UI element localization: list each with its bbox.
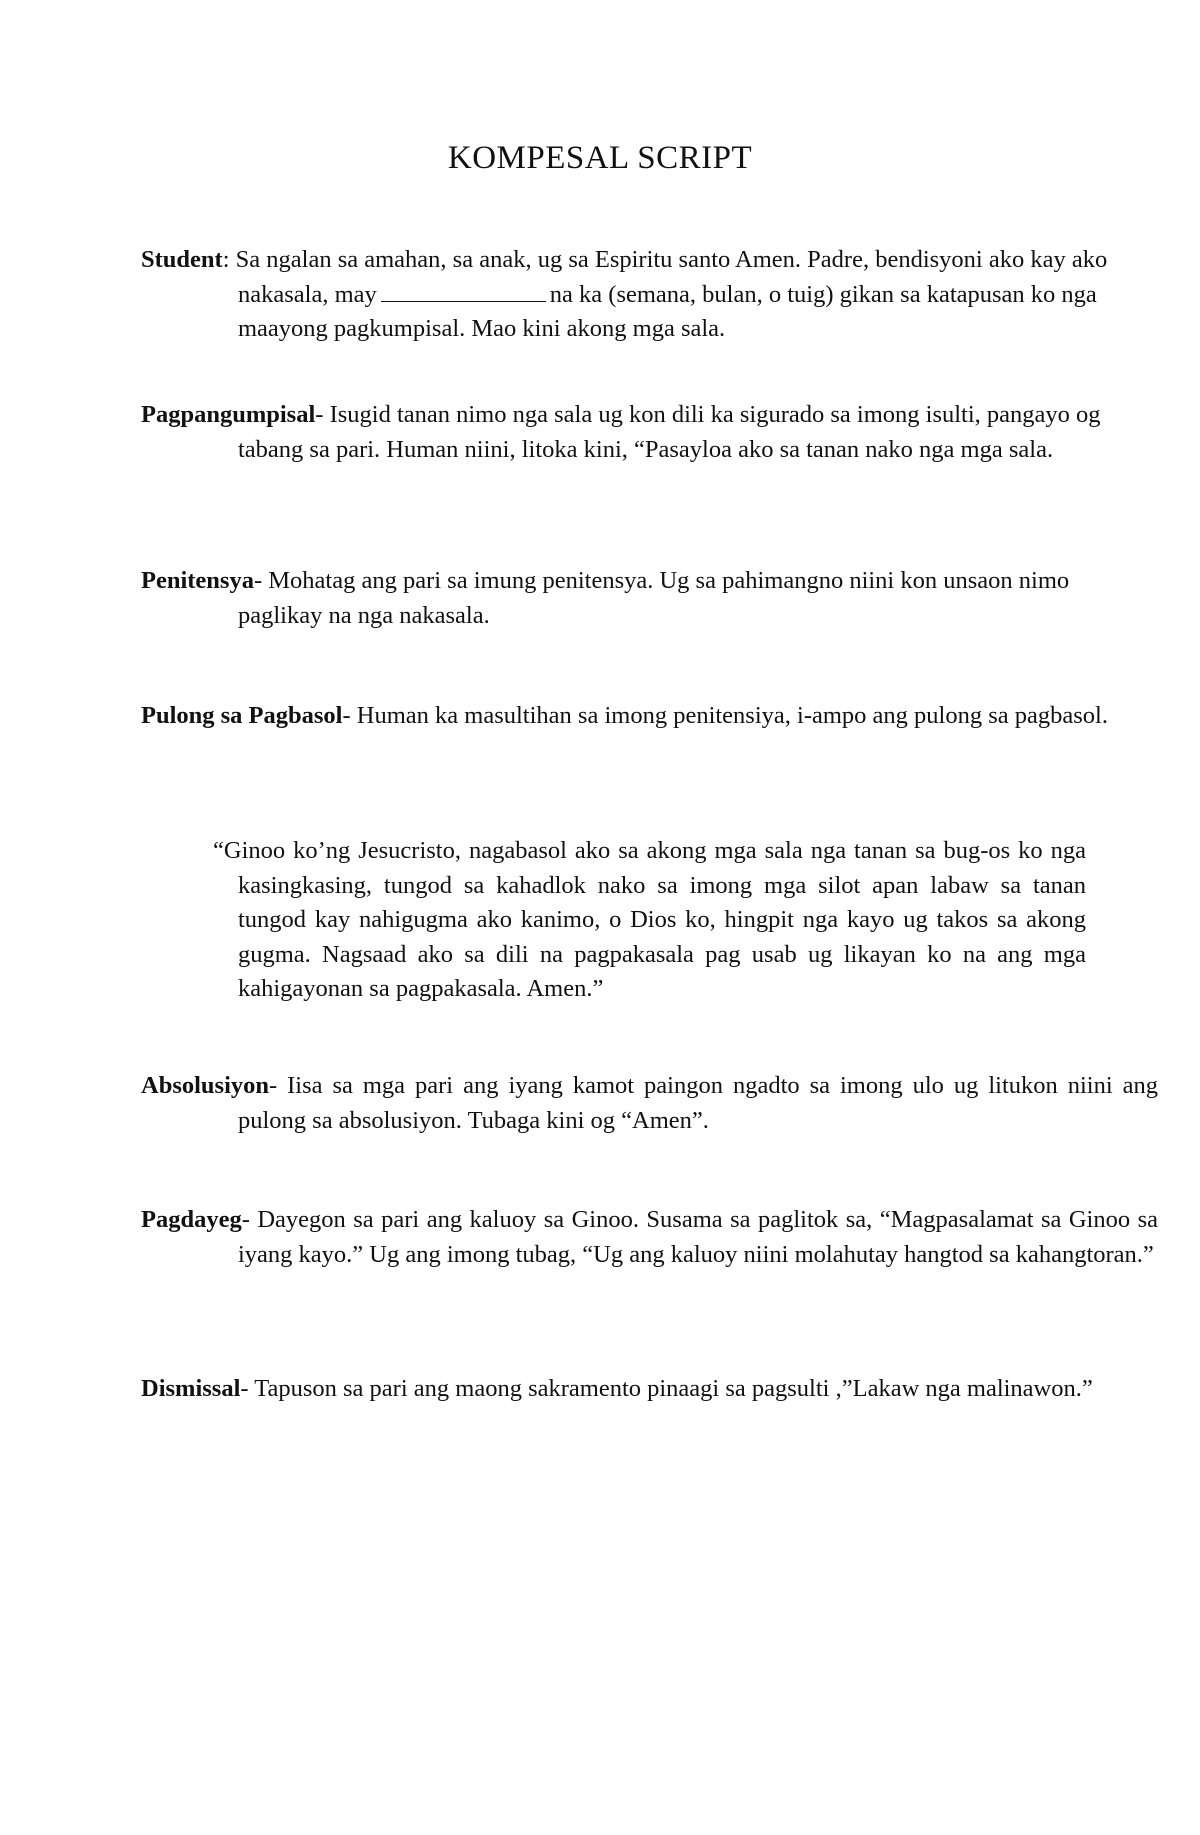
pagdayeg-paragraph (141, 1203, 1158, 1272)
section-term: Pagdayeg (141, 1206, 242, 1233)
fill-in-blank (381, 281, 546, 302)
penitensya-paragraph (141, 564, 1158, 633)
pagpangumpisal-paragraph (141, 398, 1158, 467)
section-text: - Iisa sa mga pari ang iyang kamot paingon ngadto sa imong ulo ug litukon niini ang pulong sa absolusiyon. Tubaga kini og “Amen”. (238, 1072, 1158, 1134)
page-title: KOMPESAL SCRIPT (447, 140, 753, 176)
section-text: - Mohatag ang pari sa imung penitensya. Ug sa pahimangno niini kon unsaon nimo paglikay na nga nakasala. (238, 567, 1070, 629)
pulong-sa-pagbasol-paragraph (141, 699, 1158, 734)
section-term: Absolusiyon (141, 1072, 270, 1099)
section-text: - Dayegon sa pari ang kaluoy sa Ginoo. Susama sa paglitok sa, “Magpasalamat sa Ginoo sa iyang kayo.” Ug ang imong tubag, “Ug ang kaluoy niini molahutay hangtod sa kahangtoran.” (238, 1206, 1158, 1268)
student-text-after: na ka (semana, bulan, o tuig) gikan sa katapusan ko nga maayong pagkumpisal. Mao kini akong mga sala. (238, 280, 1097, 342)
section-term: Penitensya (141, 567, 254, 594)
student-term: Student (141, 246, 223, 273)
section-text: - Human ka masultihan sa imong penitensiya, i-ampo ang pulong sa pagbasol. (342, 702, 1108, 729)
section-term: Dismissal (141, 1375, 241, 1402)
absolusiyon-paragraph (141, 1069, 1158, 1138)
act-of-contrition-prayer: “Ginoo ko’ng Jesucristo, nagabasol ako sa akong mga sala nga tanan sa bug-os ko nga kasingkasing, tungod sa kahadlok nako sa imong mga silot apan labaw sa tanan tungod kay nahigugma ako kanimo, o Dios ko, hingpit nga kayo ug takos sa akong gugma. Nagsaad ako sa dili na pagpakasala pag usab ug likayan ko na ang mga kahigayonan sa pagpakasala. Amen.” (213, 837, 1086, 1002)
section-text: - Tapuson sa pari ang maong sakramento pinaagi sa pagsulti ,”Lakaw nga malinawon.” (240, 1375, 1093, 1402)
student-text-before: Sa ngalan sa amahan, sa anak, ug sa Espiritu santo Amen. Padre, bendisyoni ako kay ako nakasala, may (235, 246, 1108, 308)
section-term: Pulong sa Pagbasol (141, 702, 343, 729)
dismissal-paragraph (141, 1372, 1158, 1407)
student-paragraph (141, 243, 1158, 347)
section-text: - Isugid tanan nimo nga sala ug kon dili ka sigurado sa imong isulti, pangayo og tabang sa pari. Human niini, litoka kini, “Pasayloa ako sa tanan nako nga mga sala. (238, 401, 1101, 463)
section-term: Pagpangumpisal (141, 401, 316, 428)
student-separator: : (222, 246, 236, 273)
